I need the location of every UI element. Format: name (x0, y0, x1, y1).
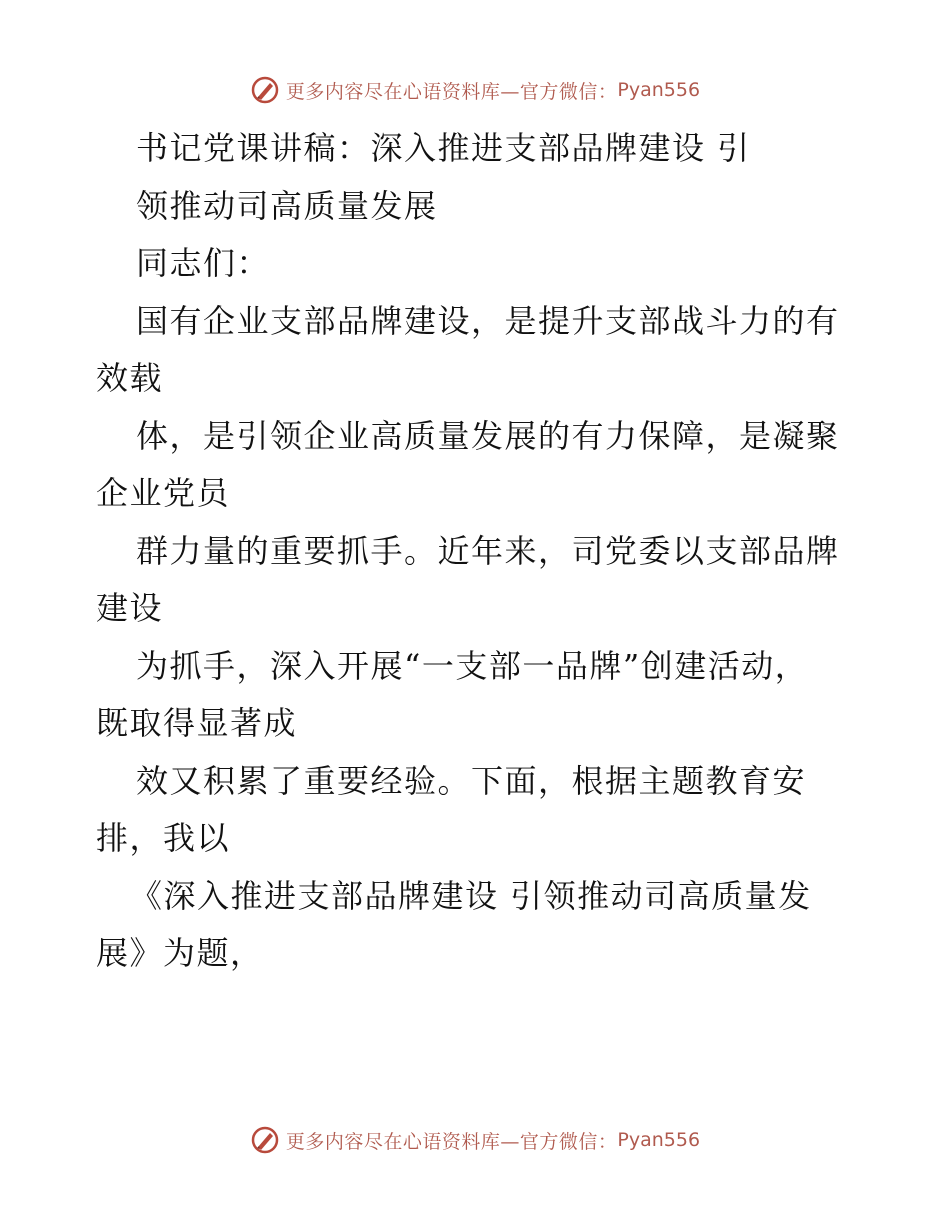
pen-logo-icon (250, 75, 280, 105)
paragraph-line: 效载 (96, 359, 164, 397)
paragraph-line: 排，我以 (96, 819, 231, 857)
title-line-1: 书记党课讲稿：深入推进支部品牌建设 引 (136, 129, 751, 167)
watermark-wechat-id: Pyan556 (617, 79, 701, 101)
paragraph-line: 企业党员 (96, 474, 231, 512)
salutation: 同志们： (136, 244, 271, 282)
paragraph-line: 展》为题， (96, 934, 264, 972)
paragraph-line: 群力量的重要抓手。近年来，司党委以支部品牌 (136, 531, 840, 570)
header-watermark (0, 70, 950, 110)
watermark-wechat-id: Pyan556 (617, 1129, 701, 1151)
title-line-2: 领推动司高质量发展 (136, 186, 438, 225)
footer-watermark (0, 1120, 950, 1160)
pen-logo-icon (250, 1125, 280, 1155)
paragraph-line: 国有企业支部品牌建设，是提升支部战斗力的有 (136, 301, 840, 340)
paragraph-line: 《深入推进支部品牌建设 引领推动司高质量发 (130, 876, 812, 915)
watermark-text: 更多内容尽在心语资料库—官方微信： (285, 80, 618, 103)
paragraph-line: 为抓手，深入开展“一支部一品牌”创建活动， (136, 646, 809, 685)
watermark-text: 更多内容尽在心语资料库—官方微信： (285, 1130, 618, 1153)
paragraph-line: 既取得显著成 (96, 704, 298, 742)
document-body (96, 120, 856, 983)
paragraph-line: 体，是引领企业高质量发展的有力保障，是凝聚 (136, 416, 840, 455)
paragraph-line: 效又积累了重要经验。下面，根据主题教育安 (136, 761, 807, 800)
paragraph-line: 建设 (96, 589, 164, 627)
